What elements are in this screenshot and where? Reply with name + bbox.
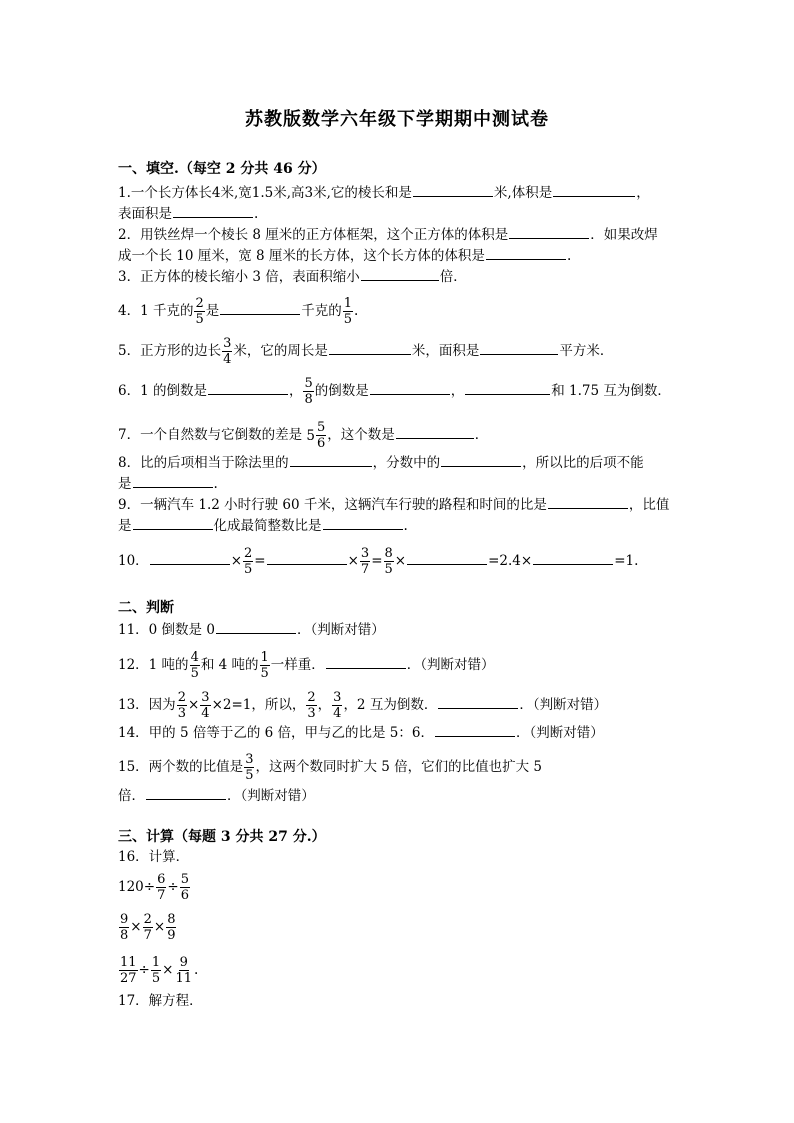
fraction: $\frac{5}{6}$ xyxy=(180,872,189,903)
expression-2: $\frac{9}{8}$ × $\frac{2}{7}$ × $\frac{8}{9}$ xyxy=(120,912,176,943)
answer-blank[interactable] xyxy=(548,494,628,509)
answer-blank[interactable] xyxy=(208,380,288,395)
question-6: 6．1 的倒数是 ， $\frac{5}{8}$ 的倒数是 ， 和 1.75 互为倒数． xyxy=(118,376,671,407)
question-14: 14．甲的 5 倍等于乙的 6 倍，甲与乙的比是 5：6． ．（判断对错） xyxy=(118,722,604,742)
fraction: $\frac{3}{7}$ xyxy=(360,546,370,577)
answer-blank[interactable] xyxy=(267,550,347,565)
answer-blank[interactable] xyxy=(396,424,474,439)
answer-blank[interactable] xyxy=(326,654,406,669)
question-16: 16．计算． xyxy=(118,849,190,865)
question-4: 4．1 千克的 $\frac{2}{5}$ 是 千克的 $\frac{1}{5}$ . xyxy=(118,296,359,327)
fraction: $\frac{2}{5}$ xyxy=(244,546,253,577)
fraction: $\frac{2}{5}$ xyxy=(195,296,204,327)
answer-blank[interactable] xyxy=(173,203,253,218)
answer-blank[interactable] xyxy=(438,694,518,709)
answer-blank[interactable] xyxy=(413,182,493,197)
answer-blank[interactable] xyxy=(407,550,487,565)
question-2: 2．用铁丝焊一个棱长 8 厘米的正方体框架，这个正方体的体积是 ．如果改焊 xyxy=(118,224,658,244)
answer-blank[interactable] xyxy=(435,722,515,737)
question-1-cont: 表面积是 . xyxy=(118,203,258,223)
fraction: $\frac{2}{3}$ xyxy=(307,690,316,721)
answer-blank[interactable] xyxy=(465,380,550,395)
fraction: $\frac{11}{27}$ xyxy=(120,955,137,986)
fraction: $\frac{1}{5}$ xyxy=(343,296,353,327)
question-7: 7．一个自然数与它倒数的差是 5 5 6 ，这个数是 ． xyxy=(118,420,489,451)
answer-blank[interactable] xyxy=(216,619,296,634)
answer-blank[interactable] xyxy=(220,300,300,315)
question-3: 3．正方体的棱长缩小 3 倍，表面积缩小 倍． xyxy=(118,266,467,286)
fraction: $\frac{2}{3}$ xyxy=(177,690,186,721)
question-15: 15．两个数的比值是 $\frac{3}{5}$ ，这两个数同时扩大 5 倍，它们的比值也扩大 5 xyxy=(118,752,543,783)
answer-blank[interactable] xyxy=(323,515,403,530)
fraction: $\frac{3}{4}$ xyxy=(201,690,210,721)
answer-blank[interactable] xyxy=(480,340,558,355)
fraction: $\frac{8}{5}$ xyxy=(384,546,393,577)
answer-blank[interactable] xyxy=(361,266,439,281)
answer-blank[interactable] xyxy=(329,340,411,355)
question-1: 1.一个长方体长4米,宽1.5米,高3米,它的棱长和是 米,体积是 ， xyxy=(118,182,650,202)
expression-3: $\frac{11}{27}$ ÷ $\frac{1}{5}$ × $\frac{9}{11}$ . xyxy=(120,955,199,986)
answer-blank[interactable] xyxy=(509,224,589,239)
answer-blank[interactable] xyxy=(370,380,450,395)
fraction: $\frac{1}{5}$ xyxy=(260,650,269,681)
answer-blank[interactable] xyxy=(553,182,635,197)
question-5: 5．正方形的边长 $\frac{3}{4}$ 米，它的周长是 米，面积是 平方米． xyxy=(118,336,614,367)
fraction: $\frac{1}{5}$ xyxy=(151,955,161,986)
fraction: $\frac{9}{8}$ xyxy=(120,912,129,943)
question-12: 12．1 吨的 $\frac{4}{5}$ 和 4 吨的 $\frac{1}{5}$ 一样重． ．（判断对错） xyxy=(118,650,495,681)
fraction: $\frac{3}{4}$ xyxy=(223,336,232,367)
fraction: $\frac{3}{4}$ xyxy=(333,690,342,721)
fraction: $\frac{2}{7}$ xyxy=(143,912,152,943)
answer-blank[interactable] xyxy=(533,550,613,565)
section-heading-judge: 二、判断 xyxy=(118,600,174,616)
fraction: $\frac{8}{9}$ xyxy=(167,912,176,943)
question-11: 11．0 倒数是 0 ．（判断对错） xyxy=(118,619,385,639)
question-8: 8．比的后项相当于除法里的 ，分数中的 ，所以比的后项不能 xyxy=(118,452,644,472)
question-8-cont: 是 . xyxy=(118,473,218,493)
fraction: $\frac{4}{5}$ xyxy=(190,650,199,681)
answer-blank[interactable] xyxy=(146,785,226,800)
fraction: $\frac{3}{5}$ xyxy=(245,752,254,783)
answer-blank[interactable] xyxy=(441,452,521,467)
question-17: 17．解方程． xyxy=(118,993,203,1009)
answer-blank[interactable] xyxy=(150,550,230,565)
section-heading-fill-blank: 一、填空.（每空 2 分共 46 分） xyxy=(118,161,326,177)
fraction: $\frac{6}{7}$ xyxy=(157,872,166,903)
fraction: $\frac{5}{8}$ xyxy=(304,376,313,407)
fraction: $\frac{9}{11}$ xyxy=(175,955,192,986)
question-15-cont: 倍． ．（判断对错） xyxy=(118,785,315,805)
answer-blank[interactable] xyxy=(290,452,372,467)
question-13: 13．因为 $\frac{2}{3}$ × $\frac{3}{4}$ ×2=1，所以， $\frac{2}{3}$ ， $\frac{3}{4}$ ，2 互为倒数． ．（判断对错） xyxy=(118,690,608,721)
answer-blank[interactable] xyxy=(133,515,213,530)
expression-1: 120÷ $\frac{6}{7}$ ÷ $\frac{5}{6}$ xyxy=(118,872,189,903)
answer-blank[interactable] xyxy=(486,245,566,260)
section-heading-calculate: 三、计算（每题 3 分共 27 分.） xyxy=(118,829,326,845)
question-10: 10． × $\frac{2}{5}$ = × $\frac{3}{7}$ = $\frac{8}{5}$ × =2.4× =1. xyxy=(118,546,639,577)
question-9: 9．一辆汽车 1.2 小时行驶 60 千米，这辆汽车行驶的路程和时间的比是 ，比值 xyxy=(118,494,669,514)
page-title: 苏教版数学六年级下学期期中测试卷 xyxy=(245,109,549,130)
mixed-number: 5 5 6 xyxy=(306,420,326,451)
question-2-cont: 成一个长 10 厘米，宽 8 厘米的长方体，这个长方体的体积是 . xyxy=(118,245,571,265)
answer-blank[interactable] xyxy=(133,473,213,488)
question-9-cont: 是 化成最简整数比是 . xyxy=(118,515,408,535)
